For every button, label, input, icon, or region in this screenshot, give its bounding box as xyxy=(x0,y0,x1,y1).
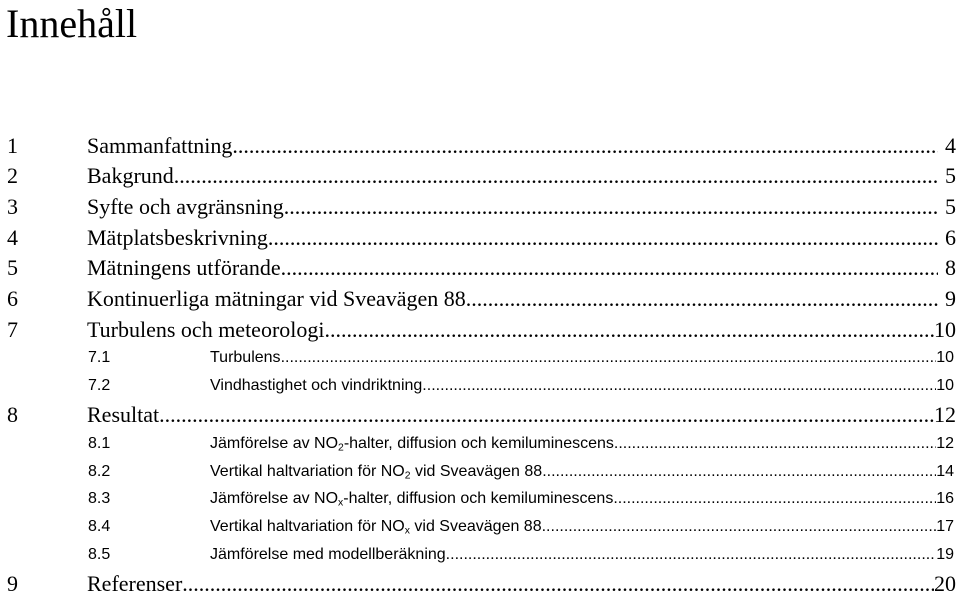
dot-leader xyxy=(542,463,936,481)
dot-leader xyxy=(614,435,936,453)
toc-page-number: 5 xyxy=(945,194,956,219)
toc-number: 1 xyxy=(7,133,18,158)
toc-entry-2[interactable] xyxy=(0,163,960,189)
toc-page-number: 20 xyxy=(934,571,956,596)
toc-entry-8-4[interactable] xyxy=(0,518,960,536)
toc-number: 5 xyxy=(7,255,18,280)
toc-page-number: 16 xyxy=(936,490,954,507)
dot-leader xyxy=(466,286,938,312)
toc-page-number: 14 xyxy=(936,463,954,480)
toc-number: 6 xyxy=(7,286,18,311)
toc-page-number: 12 xyxy=(934,402,956,427)
toc-entry-3[interactable] xyxy=(0,194,960,220)
dot-leader xyxy=(159,402,934,428)
toc-title: Vertikal haltvariation för $NO_2$ vid Sveavägen 88 xyxy=(210,463,543,482)
toc-number: 7.1 xyxy=(88,349,111,366)
toc-title: Vindhastighet och vindriktning xyxy=(210,377,423,394)
toc-page-number: 10 xyxy=(936,377,954,394)
toc-title: Kontinuerliga mätningar vid Sveavägen 88 xyxy=(87,286,466,311)
toc-title: Turbulens och meteorologi xyxy=(87,317,325,342)
dot-leader xyxy=(281,349,937,367)
toc-page-number: 10 xyxy=(936,349,954,366)
dot-leader xyxy=(174,163,938,189)
toc-title: Referenser xyxy=(87,571,183,596)
toc-entry-7-2[interactable] xyxy=(0,377,960,395)
toc-title: Mätningens utförande xyxy=(87,255,281,280)
toc-page-number: 12 xyxy=(936,435,954,452)
toc-title: Jämförelse av $NO_x$-halter, diffusion och kemiluminescens xyxy=(210,490,614,509)
toc-entry-1[interactable] xyxy=(0,133,960,159)
dot-leader xyxy=(325,317,935,343)
toc-page-number: 5 xyxy=(945,163,956,188)
dot-leader xyxy=(232,133,938,159)
toc-entry-8-1[interactable] xyxy=(0,435,960,453)
toc-entry-7[interactable] xyxy=(0,317,960,343)
dot-leader xyxy=(268,225,938,251)
toc-number: 9 xyxy=(7,571,18,596)
toc-entry-8[interactable] xyxy=(0,402,960,428)
toc-number: 8.4 xyxy=(88,518,111,535)
toc-title: Jämförelse av $NO_2$-halter, diffusion och kemiluminescens xyxy=(210,435,614,454)
dot-leader xyxy=(284,194,938,220)
toc-entry-5[interactable] xyxy=(0,255,960,281)
toc-entry-8-5[interactable] xyxy=(0,546,960,564)
toc-entry-8-2[interactable] xyxy=(0,463,960,481)
dot-leader xyxy=(422,377,936,395)
toc-title: Vertikal haltvariation för $NO_x$ vid Sveavägen 88 xyxy=(210,518,542,537)
toc-number: 8.2 xyxy=(88,463,111,480)
toc-page-number: 19 xyxy=(936,546,954,563)
toc-page-number: 6 xyxy=(945,225,956,250)
toc-title: Bakgrund xyxy=(87,163,174,188)
toc-entry-8-3[interactable] xyxy=(0,490,960,508)
toc-page-number: 9 xyxy=(945,286,956,311)
dot-leader xyxy=(182,571,934,597)
toc-number: 2 xyxy=(7,163,18,188)
toc-entry-6[interactable] xyxy=(0,286,960,312)
dot-leader xyxy=(542,518,937,536)
toc-title: Jämförelse med modellberäkning xyxy=(210,546,446,563)
toc-title: Mätplatsbeskrivning xyxy=(87,225,268,250)
toc-number: 8.1 xyxy=(88,435,111,452)
toc-number: 7 xyxy=(7,317,18,342)
toc-page-number: 4 xyxy=(945,133,956,158)
toc-number: 4 xyxy=(7,225,18,250)
toc-entry-7-1[interactable] xyxy=(0,349,960,367)
toc-entry-4[interactable] xyxy=(0,225,960,251)
toc-title: Turbulens xyxy=(210,349,281,366)
toc-number: 8.5 xyxy=(88,546,111,563)
toc-number: 7.2 xyxy=(88,377,111,394)
toc-page-number: 17 xyxy=(936,518,954,535)
toc-number: 8 xyxy=(7,402,18,427)
toc-title: Syfte och avgränsning xyxy=(87,194,284,219)
page-title: Innehåll xyxy=(6,1,138,46)
toc-entry-9[interactable] xyxy=(0,571,960,597)
dot-leader xyxy=(281,255,938,281)
toc-title: Sammanfattning xyxy=(87,133,233,158)
toc-number: 8.3 xyxy=(88,490,111,507)
toc-number: 3 xyxy=(7,194,18,219)
toc-page-number: 10 xyxy=(934,317,956,342)
dot-leader xyxy=(446,546,937,564)
dot-leader xyxy=(613,490,936,508)
toc-title: Resultat xyxy=(87,402,160,427)
toc-page-number: 8 xyxy=(945,255,956,280)
